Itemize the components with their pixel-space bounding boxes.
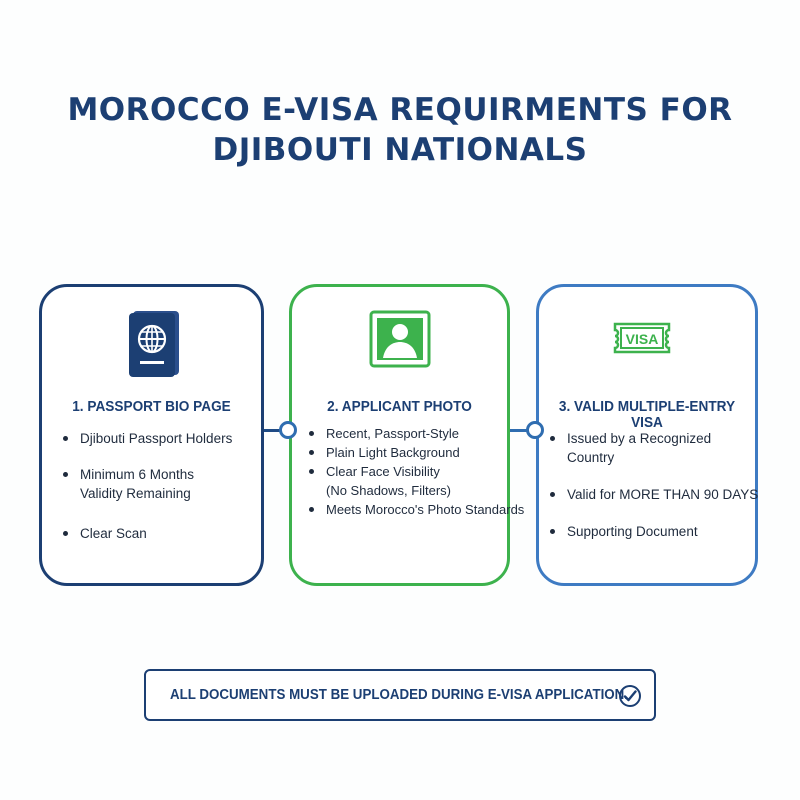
list-item: Valid for MORE THAN 90 DAYS (547, 485, 762, 504)
list-item: Clear Face Visibility (No Shadows, Filters) (306, 462, 536, 500)
requirement-list (547, 429, 762, 559)
requirement-card-visa (536, 284, 758, 586)
list-item: Clear Scan (60, 524, 260, 543)
person-photo-icon (369, 310, 431, 373)
card-title: 3. VALID MULTIPLE-ENTRY VISA (558, 399, 736, 431)
list-item: Minimum 6 Months Validity Remaining (60, 465, 260, 503)
title-line-1: MOROCCO E-VISA REQUIRMENTS FOR (67, 92, 733, 128)
list-item: Meets Morocco's Photo Standards (306, 500, 536, 519)
page-title (0, 90, 800, 170)
list-item: Supporting Document (547, 522, 762, 541)
requirement-card-passport (39, 284, 264, 586)
connector-node-2 (526, 421, 544, 439)
requirement-card-photo (289, 284, 525, 586)
list-item: Issued by a Recognized Country (547, 429, 762, 467)
list-item: Djibouti Passport Holders (60, 429, 260, 448)
check-circle-icon (618, 684, 642, 713)
visa-stamp-icon (611, 321, 673, 360)
list-item: Recent, Passport-Style (306, 424, 536, 443)
requirement-list (306, 424, 536, 519)
visa-stamp-label: VISA (625, 331, 659, 347)
list-item: Plain Light Background (306, 443, 536, 462)
card-title: 2. APPLICANT PHOTO (327, 399, 472, 415)
passport-icon (127, 309, 183, 384)
title-line-2: DJIBOUTI NATIONALS (212, 132, 588, 168)
requirement-list (60, 429, 260, 560)
connector-node-1 (279, 421, 297, 439)
footer-text: ALL DOCUMENTS MUST BE UPLOADED DURING E-VISA APPLICATION. (170, 687, 629, 703)
card-title: 1. PASSPORT BIO PAGE (72, 399, 231, 415)
footer-notice (144, 669, 656, 721)
